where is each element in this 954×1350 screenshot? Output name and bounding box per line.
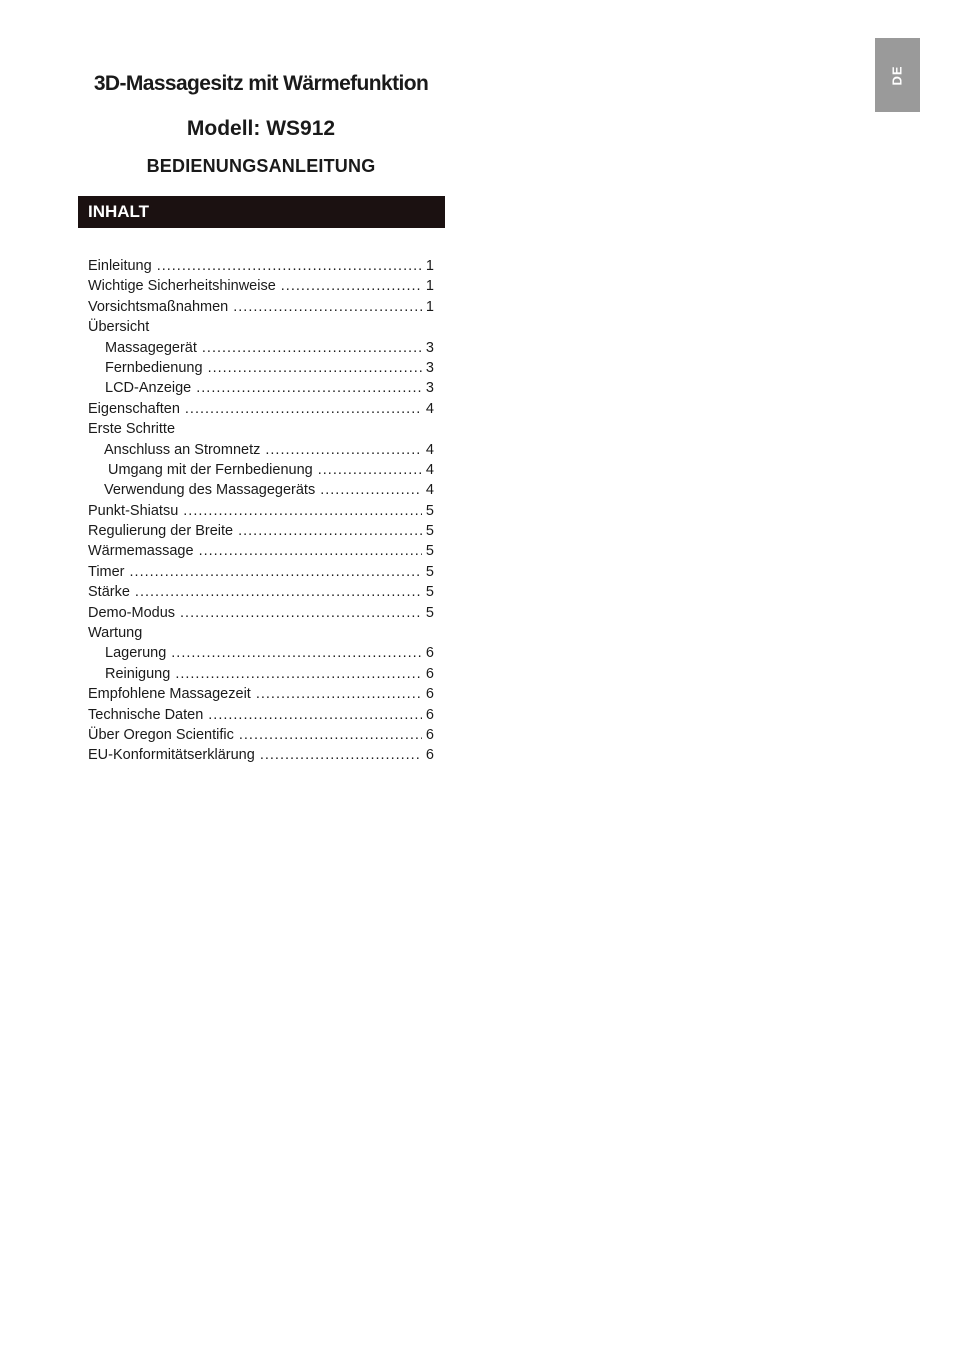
toc-entry-einleitung[interactable] bbox=[88, 256, 434, 276]
toc-leader bbox=[202, 338, 422, 358]
toc-label: Vorsichtsmaßnahmen bbox=[88, 298, 229, 315]
toc-section-erste-schritte[interactable] bbox=[88, 419, 434, 439]
toc-label: Regulierung der Breite bbox=[88, 523, 234, 540]
toc-leader bbox=[238, 521, 422, 541]
toc-page: 3 bbox=[425, 380, 434, 397]
toc-leader bbox=[196, 378, 422, 398]
toc-label: Umgang mit der Fernbedienung bbox=[108, 461, 313, 478]
toc-entry-massagezeit[interactable] bbox=[88, 684, 434, 704]
toc-entry-punkt-shiatsu[interactable] bbox=[88, 501, 434, 521]
toc-leader bbox=[281, 276, 422, 296]
toc-label: Wartung bbox=[88, 625, 143, 642]
toc-page: 6 bbox=[425, 747, 434, 764]
toc-leader bbox=[233, 297, 422, 317]
toc-page: 5 bbox=[425, 543, 434, 560]
toc-page: 3 bbox=[425, 339, 434, 356]
toc-page: 5 bbox=[425, 584, 434, 601]
toc-entry-eigenschaften[interactable] bbox=[88, 399, 434, 419]
toc-leader bbox=[265, 440, 422, 460]
toc-leader bbox=[239, 725, 422, 745]
toc-page: 6 bbox=[425, 726, 434, 743]
toc-label: Demo-Modus bbox=[88, 604, 176, 621]
toc-leader bbox=[180, 603, 422, 623]
toc-entry-demo-modus[interactable] bbox=[88, 603, 434, 623]
manual-heading: BEDIENUNGSANLEITUNG bbox=[146, 156, 376, 176]
toc-leader bbox=[256, 684, 422, 704]
toc-label: Fernbedienung bbox=[105, 359, 203, 376]
language-tab bbox=[875, 38, 920, 112]
toc-entry-verwendung-massagegeraet[interactable] bbox=[88, 480, 434, 500]
toc-page: 1 bbox=[425, 258, 434, 274]
toc-entry-timer[interactable] bbox=[88, 562, 434, 582]
toc-entry-anschluss-stromnetz[interactable] bbox=[88, 440, 434, 460]
toc-page: 1 bbox=[425, 278, 434, 295]
toc-label: Lagerung bbox=[105, 645, 167, 662]
toc-label: Anschluss an Stromnetz bbox=[104, 441, 261, 458]
toc-label: LCD-Anzeige bbox=[105, 380, 192, 397]
toc-label: Punkt-Shiatsu bbox=[88, 502, 179, 519]
toc-label: Timer bbox=[88, 563, 125, 580]
contents-heading-bar bbox=[78, 196, 445, 228]
toc-entry-lagerung[interactable] bbox=[88, 643, 434, 663]
toc-label: Empfohlene Massagezeit bbox=[88, 686, 251, 703]
toc-page: 6 bbox=[425, 665, 434, 682]
toc-section-wartung[interactable] bbox=[88, 623, 434, 643]
toc-page: 4 bbox=[425, 441, 434, 458]
toc-label: Technische Daten bbox=[88, 706, 204, 723]
toc-label: Übersicht bbox=[88, 319, 150, 336]
document-title: 3D-Massagesitz mit Wärmefunktion bbox=[93, 72, 429, 95]
toc-entry-waermemassage[interactable] bbox=[88, 541, 434, 561]
toc-leader bbox=[199, 541, 422, 561]
toc-page: 5 bbox=[425, 523, 434, 540]
toc-leader bbox=[185, 399, 422, 419]
toc-entry-eu-konformitaet[interactable] bbox=[88, 745, 434, 765]
language-tab-label: DE bbox=[890, 64, 905, 86]
toc-entry-vorsichtsmassnahmen[interactable] bbox=[88, 297, 434, 317]
toc-label: Massagegerät bbox=[105, 339, 197, 356]
contents-heading: INHALT bbox=[88, 202, 150, 221]
toc-label: Über Oregon Scientific bbox=[88, 726, 234, 743]
model-number: Modell: WS912 bbox=[186, 117, 336, 140]
toc-label: Stärke bbox=[88, 584, 130, 601]
toc-entry-fernbedienung[interactable] bbox=[88, 358, 434, 378]
toc-label: Reinigung bbox=[105, 665, 171, 682]
toc-label: Einleitung bbox=[88, 258, 152, 274]
toc-leader bbox=[183, 501, 422, 521]
toc-label: Verwendung des Massagegeräts bbox=[104, 482, 316, 499]
toc-page: 5 bbox=[425, 604, 434, 621]
toc-leader bbox=[171, 643, 422, 663]
table-of-contents bbox=[88, 256, 434, 766]
toc-entry-massagegeraet[interactable] bbox=[88, 338, 434, 358]
toc-section-uebersicht[interactable] bbox=[88, 317, 434, 337]
toc-entry-umgang-fernbedienung[interactable] bbox=[88, 460, 434, 480]
toc-label: Wichtige Sicherheitshinweise bbox=[88, 278, 276, 295]
toc-entry-lcd-anzeige[interactable] bbox=[88, 378, 434, 398]
toc-page: 6 bbox=[425, 645, 434, 662]
toc-label: Erste Schritte bbox=[88, 421, 176, 438]
toc-label: Wärmemassage bbox=[88, 543, 194, 560]
toc-page: 5 bbox=[425, 502, 434, 519]
toc-leader bbox=[135, 582, 422, 602]
toc-leader bbox=[208, 358, 422, 378]
toc-entry-sicherheitshinweise[interactable] bbox=[88, 276, 434, 296]
toc-leader bbox=[208, 705, 422, 725]
toc-entry-staerke[interactable] bbox=[88, 582, 434, 602]
toc-page: 3 bbox=[425, 359, 434, 376]
toc-leader bbox=[320, 480, 422, 500]
toc-leader bbox=[130, 562, 422, 582]
toc-page: 4 bbox=[425, 400, 434, 417]
toc-page: 4 bbox=[425, 461, 434, 478]
toc-leader bbox=[175, 664, 422, 684]
toc-page: 4 bbox=[425, 482, 434, 499]
toc-page: 5 bbox=[425, 563, 434, 580]
toc-label: Eigenschaften bbox=[88, 400, 180, 417]
toc-entry-oregon-scientific[interactable] bbox=[88, 725, 434, 745]
toc-page: 6 bbox=[425, 686, 434, 703]
toc-page: 6 bbox=[425, 706, 434, 723]
toc-leader bbox=[318, 460, 422, 480]
toc-entry-reinigung[interactable] bbox=[88, 664, 434, 684]
toc-entry-regulierung-breite[interactable] bbox=[88, 521, 434, 541]
toc-leader bbox=[157, 256, 422, 276]
toc-entry-technische-daten[interactable] bbox=[88, 705, 434, 725]
toc-page: 1 bbox=[425, 298, 434, 315]
toc-leader bbox=[260, 745, 422, 765]
toc-label: EU-Konformitätserklärung bbox=[88, 747, 255, 764]
